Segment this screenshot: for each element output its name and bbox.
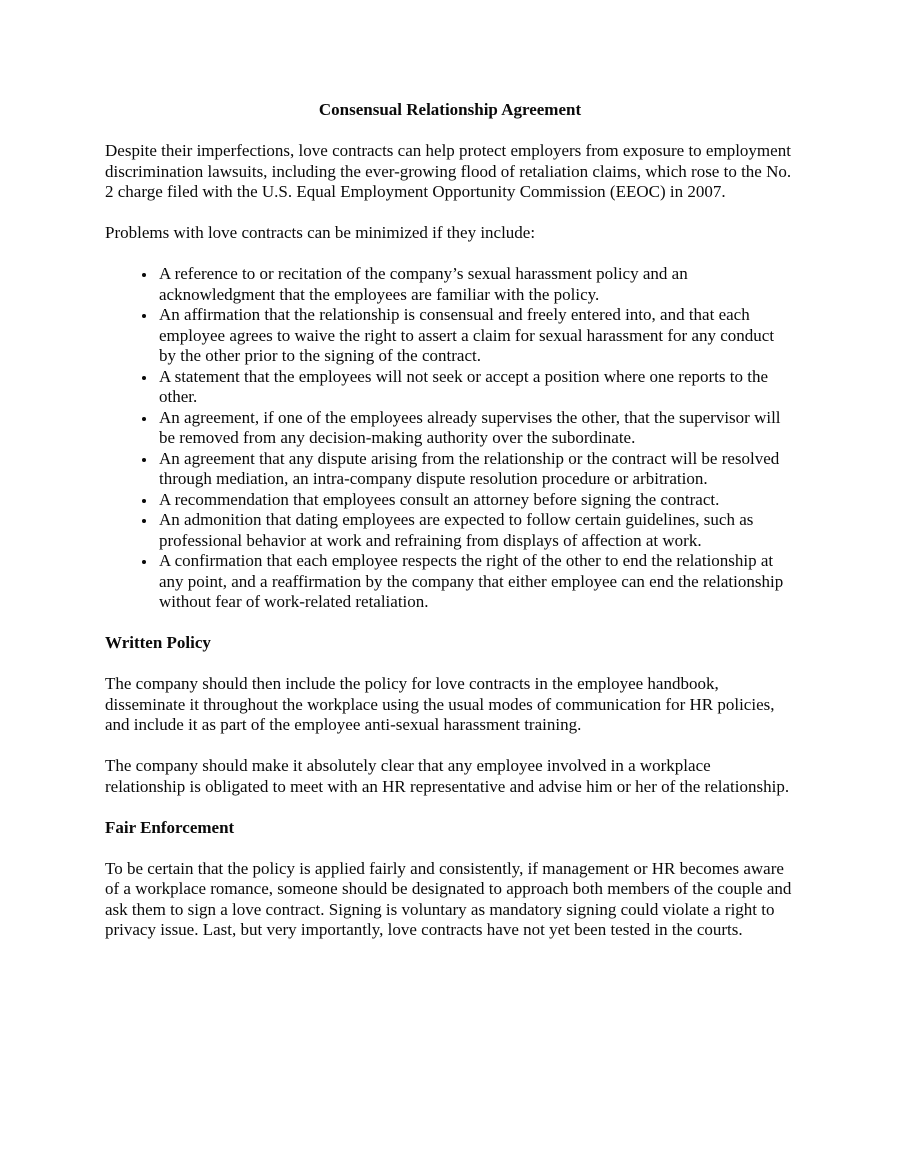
written-policy-paragraph-1: The company should then include the policy for love contracts in the employee handbook, disseminate it throughout the workplace using the usual modes of communication for HR policies, and include it as part of the employee anti-sexual harassment training. — [105, 674, 775, 734]
list-item-statement: • A statement that the employees will not seek or accept a position where one reports to the other. — [157, 367, 795, 408]
fair-enforcement-paragraph: To be certain that the policy is applied fairly and consistently, if management or HR becomes aware of a workplace romance, someone should be designated to approach both members of the couple and ask them to sign a love contract. Signing is voluntary as mandatory signing could violate a right to privacy issue. Last, but very importantly, love contracts have not yet been tested in the courts. — [105, 858, 792, 939]
section-heading-written-policy: Written Policy — [105, 633, 211, 652]
document-title: Consensual Relationship Agreement — [318, 100, 582, 119]
list-item-dispute-agreement: • An agreement that any dispute arising from the relationship or the contract will be resolved through mediation, an intra-company dispute resolution procedure or arbitration. — [157, 449, 795, 490]
list-item-supervisor-agreement: • An agreement, if one of the employees already supervises the other, that the supervisor will be removed from any decision-making authority over the subordinate. — [157, 408, 795, 449]
list-item-confirmation: • A confirmation that each employee respects the right of the other to end the relationship at any point, and a reaffirmation by the company that either employee can end the relationship without fear of work-related retaliation. — [157, 551, 795, 613]
intro-paragraph: Despite their imperfections, love contracts can help protect employers from exposure to employment discrimination lawsuits, including the ever-growing flood of retaliation claims, which rose to the No. 2 charge filed with the U.S. Equal Employment Opportunity Commission (EEOC) in 2007. — [105, 141, 792, 201]
bullet-list — [105, 264, 795, 613]
list-item-recommendation: • A recommendation that employees consult an attorney before signing the contract. — [157, 490, 795, 511]
list-item-affirmation: • An affirmation that the relationship is consensual and freely entered into, and that each employee agrees to waive the right to assert a claim for sexual harassment for any conduct by the other prior to the signing of the contract. — [157, 305, 795, 367]
list-item-policy-reference: • A reference to or recitation of the company’s sexual harassment policy and an acknowledgment that the employees are familiar with the policy. — [157, 264, 795, 305]
list-item-admonition: • An admonition that dating employees are expected to follow certain guidelines, such as professional behavior at work and refraining from displays of affection at work. — [157, 510, 795, 551]
section-heading-fair-enforcement: Fair Enforcement — [105, 817, 235, 837]
written-policy-paragraph-2: The company should make it absolutely clear that any employee involved in a workplace relationship is obligated to meet with an HR representative and advise him or her of the relationship. — [105, 756, 790, 796]
list-intro-paragraph: Problems with love contracts can be minimized if they include: — [105, 223, 536, 242]
